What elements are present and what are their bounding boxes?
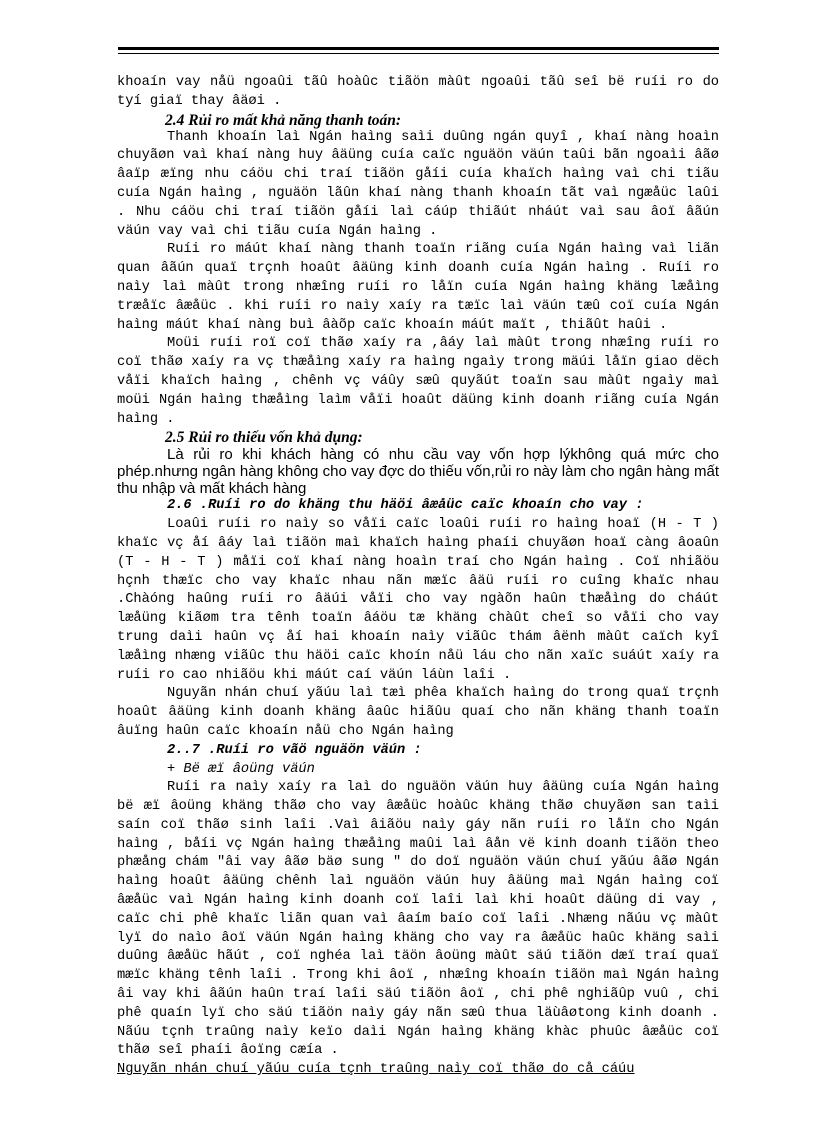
section-2-4-paragraph-2: Ruíi ro máút khaí nàng thanh toaïn riãng cuía Ngán haìng vaì liãn quan âãún quaï trçnh hoaût âäüng kinh doanh cuía Ngán haìng . Ruíi ro naìy laì màût trong nhæîng ruíi ro låïn cuía Ngán haìng khäng læåìng træåïc âæåüc . khi ruíi ro naìy xaíy ra tæïc laì väún tæû coï cuía Ngán haìng máút khaí nàng buì âàõp caïc khoaín máút maït , thiãût haûi . — [117, 242, 719, 333]
header-rule-thick — [118, 47, 719, 50]
header-rule-thin — [118, 53, 719, 54]
section-2-7-subheading: + Bë æï âoüng väún — [167, 761, 315, 777]
section-2-4-paragraph-3: Moüi ruíi roï coï thãø xaíy ra ,âáy laì màût trong nhæîng ruíi ro coï thãø xaíy ra vç thæåìng xaíy ra haìng ngaìy trong mäúi låïn giao dëch våïi khaïch haìng , chênh vç váûy sæû quyãút toaïn sau màût ngaìy maì moüi Ngán haìng thæåìng laìm våïi hoaût däüng kinh doanh riãng cuía Ngán haìng . — [117, 336, 719, 427]
intro-paragraph: khoaín vay nåü ngoaûi tãû hoàûc tiãön màût ngoaûi tãû seî bë ruíi ro do tyí giaï thay âäøi . — [117, 75, 719, 109]
document-body — [117, 74, 719, 1080]
section-heading-2-7: 2..7 .Ruíi ro vãö nguäön väún : — [167, 742, 422, 758]
section-2-4-paragraph-1: Thanh khoaín laì Ngán haìng saìi duûng ngán quyî , khaí nàng hoaìn chuyãøn vaì khaí nàng huy âäüng cuía caïc nguäön väún taûi bãn ngoaìi âãø âaïp æïng nhu cáöu chi traí tiãön gåíi cuía khaïch haìng vaì chi tiãu cuía Ngán haìng , nguäön lãûn khaí nàng thanh khoaín tãt vaì ngæåüc laûi . Nhu cáöu chi traí tiãön gåíi laì cáúp thiãút nháút vaì sau âoï âãún väún vay vaì chi tiãu cuía Ngán haìng . — [117, 129, 719, 239]
section-2-7-last-line: Nguyãn nhán chuí yãúu cuía tçnh traûng naìy coï thãø do cå cáúu — [117, 1062, 635, 1078]
section-2-6-paragraph-1: Loaûi ruíi ro naìy so våïi caïc loaûi ruíi ro haìng hoaï (H - T ) khaïc vç åí âáy laì tiãön maì khaïch haìng phaíi chuyãøn hoaï càng âoaûn (T - H - T ) måïi coï khaí nàng hoaìn traí cho Ngán haìng . Coï nhiãöu hçnh thæïc cho vay khaïc nhau nãn mæïc âäü ruíi ro cuîng khaïc nhau .Chàóng haûng ruíi ro âäúi våïi cho vay ngàõn haûn thæåìng do cháút læåüng kiãøm tra tênh toaïn âáöu tæ khäng chàût cheî so våïi cho vay trung daìi haûn vç åí hai khoaín naìy viãûc thám âënh màût caïch kyî læåìng nhæng viãûc thu häöi caïc khoín nåü láu cho nãn xaïc suáút xaíy ra ruíi ro cao nhiãöu khi máút caí väún láùn laîi . — [117, 517, 719, 683]
section-heading-2-4: 2.4 Rủi ro mất khả năng thanh toán: — [165, 111, 402, 129]
section-heading-2-6: 2.6 .Ruíi ro do khäng thu häöi âæåüc caïc khoaín cho vay : — [167, 498, 644, 514]
section-2-5-paragraph: Là rủi ro khi khách hàng có nhu cầu vay vốn hợp lýkhông quá mức cho phép.nhưng ngân hàng không cho vay đợc do thiếu vốn,rủi ro này làm cho ngân hàng mất thu nhập và mất khách hàng — [117, 446, 719, 498]
section-heading-2-5: 2.5 Rủi ro thiếu vốn khả dụng: — [165, 429, 363, 447]
section-2-6-paragraph-2: Nguyãn nhán chuí yãúu laì tæì phêa khaïch haìng do trong quaï trçnh hoaût âäüng kinh doanh khäng âaûc hiãûu quaí cho nãn khäng thanh toaïn âuïng haûn caïc khoaín nåü cho Ngán haìng — [117, 686, 719, 739]
section-2-7-paragraph-1: Ruíi ra naìy xaíy ra laì do nguäön väún huy âäüng cuía Ngán haìng bë æï âoüng khäng thãø cho vay âæåüc hoàûc khäng thãø chuyãøn san taìi saín coï thãø sinh laîi .Vaì âiãöu naìy gáy nãn ruíi ro låïn cho Ngán haìng , båíi vç Ngán haìng thæåìng maûi laì âån vë kinh doanh tiãön theo phæång chám "âi vay âãø bäø sung " do doï nguäön väún chuí yãúu âãø Ngán haìng hoaût âäüng chênh laì nguäön väún huy âäüng maì Ngán haìng coï âæåüc vaì Ngán haìng kinh doanh coï laîi laì khi hoaût däüng di vay , caïc chi phê khaïc liãn quan vaì âaím baío coï laîi .Nhæng nãúu vç màût lyï do naìo âoï väún Ngán haìng khäng cho vay ra âæåüc haûc khäng saìi duûng âæåüc hãút , coï nghéa laì täön âoüng màût säú tiãön dæï traí quaï mæïc khäng tênh laîi . Trong khi âoï , nhæîng khoaín tiãön maì Ngán haìng âi vay khi âãún haûn traí laîi säú tiãön âoï , chi phê nghiãûp vuû , chi phê quaín lyï cho säú tiãön naìy gáy nãn sæû thua läùâøtong kinh doanh . Nãúu tçnh traûng naìy keïo daìi Ngán haìng khäng khàc phuûc âæåüc coï thãø seî phaíi âoïng cæía . — [117, 780, 719, 1059]
